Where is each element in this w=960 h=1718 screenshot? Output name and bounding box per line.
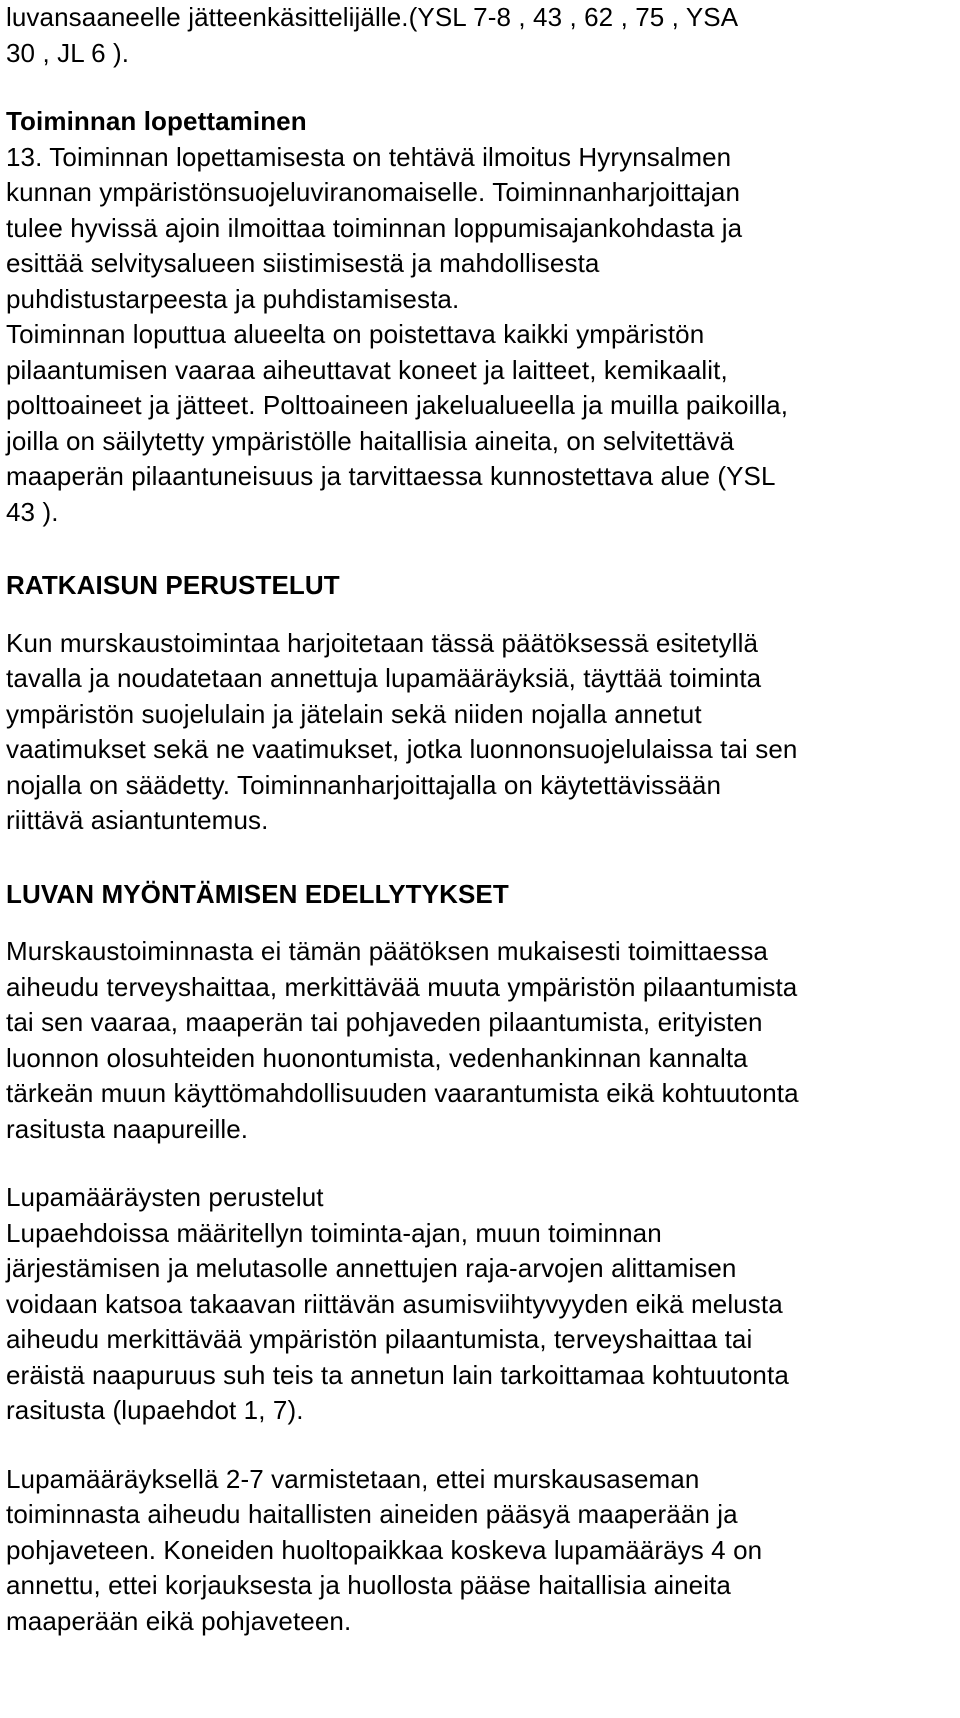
spacer [6, 604, 956, 626]
text-line: rasitusta naapureille. [6, 1113, 249, 1144]
section-lupamaaraysten-perustelut [6, 1180, 956, 1429]
text-line: toiminnasta aiheudu haitallisten aineiden pääsyä maaperään ja [6, 1499, 738, 1529]
text-line: tärkeän muun käyttömahdollisuuden vaarantumista eikä kohtuutonta [6, 1078, 799, 1108]
text-line: puhdistustarpeesta ja puhdistamisesta. [6, 283, 460, 314]
section-heading: Toiminnan lopettaminen [6, 106, 307, 136]
text-line: kunnan ympäristönsuojeluviranomaiselle. Toiminnanharjoittajan [6, 177, 741, 207]
spacer [6, 530, 956, 568]
section-heading: RATKAISUN PERUSTELUT [6, 570, 340, 600]
text-line: rasitusta (lupaehdot 1, 7). [6, 1395, 304, 1425]
spacer [6, 912, 956, 934]
spacer [6, 71, 956, 104]
text-line: tulee hyvissä ajoin ilmoittaa toiminnan loppumisajankohdasta ja [6, 212, 743, 243]
section-perustelut [6, 568, 956, 839]
section-lopettaminen [6, 104, 956, 530]
text-line: pohjaveteen. Koneiden huoltopaikkaa koskeva lupamääräys 4 on [6, 1534, 763, 1565]
text-line: ympäristön suojelulain ja jätelain sekä niiden nojalla annetut [6, 698, 702, 729]
text-line: 13. Toiminnan lopettamisesta on tehtävä ilmoitus Hyrynsalmen [6, 141, 732, 172]
spacer [6, 839, 956, 877]
text-line: polttoaineet ja jätteet. Polttoaineen jakelualueella ja muilla paikoilla, [6, 390, 789, 420]
text-line: tavalla ja noudatetaan annettuja lupamääräyksiä, täyttää toiminta [6, 663, 762, 693]
text-line: maaperään eikä pohjaveteen. [6, 1605, 352, 1636]
text-line: maaperän pilaantuneisuus ja tarvittaessa kunnostettava alue (YSL [6, 461, 776, 491]
text-line: nojalla on säädetty. Toiminnanharjoittajalla on käytettävissään [6, 769, 722, 800]
text-line: Murskaustoiminnasta ei tämän päätöksen mukaisesti toimittaessa [6, 936, 768, 966]
text-line: luonnon olosuhteiden huonontumista, vedenhankinnan kannalta [6, 1042, 748, 1073]
text-line: aiheudu merkittävää ympäristön pilaantumista, terveyshaittaa tai [6, 1324, 753, 1354]
text-line: voidaan katsoa takaavan riittävän asumisviihtyvyyden eikä melusta [6, 1288, 783, 1319]
text-line: annettu, ettei korjauksesta ja huollosta pääse haitallisia aineita [6, 1570, 731, 1600]
spacer [6, 1429, 956, 1462]
text-line: vaatimukset sekä ne vaatimukset, jotka luonnonsuojelulaissa tai sen [6, 734, 798, 764]
text-line: luvansaaneelle jätteenkäsittelijälle.(YSL 7-8 , 43 , 62 , 75 , YSA [6, 2, 739, 32]
text-line: järjestämisen ja melutasolle annettujen raja-arvojen alittamisen [6, 1253, 737, 1283]
text-line: joilla on säilytetty ympäristölle haitallisia aineita, on selvitettävä [6, 425, 735, 456]
document-page [6, 0, 956, 1639]
text-line: esittää selvitysalueen siistimisestä ja mahdollisesta [6, 248, 600, 278]
text-line: 43 ). [6, 496, 59, 527]
intro-paragraph [6, 0, 956, 71]
text-line: Lupaehdoissa määritellyn toiminta-ajan, muun toiminnan [6, 1217, 662, 1248]
section-edellytykset [6, 877, 956, 1148]
section-lupamaarayksella [6, 1462, 956, 1640]
section-heading: LUVAN MYÖNTÄMISEN EDELLYTYKSET [6, 878, 509, 909]
text-line: Lupamääräyksellä 2-7 varmistetaan, ettei murskausaseman [6, 1463, 700, 1494]
spacer [6, 1147, 956, 1180]
text-line: Kun murskaustoimintaa harjoitetaan tässä päätöksessä esitetyllä [6, 627, 759, 658]
text-line: tai sen vaaraa, maaperän tai pohjaveden pilaantumista, erityisten [6, 1007, 763, 1037]
text-line: riittävä asiantuntemus. [6, 805, 269, 835]
text-line: eräistä naapuruus suh teis ta annetun lain tarkoittamaa kohtuutonta [6, 1359, 789, 1390]
subsection-heading: Lupamääräysten perustelut [6, 1182, 324, 1212]
text-line: aiheudu terveyshaittaa, merkittävää muuta ympäristön pilaantumista [6, 971, 798, 1002]
text-line: 30 , JL 6 ). [6, 37, 130, 68]
text-line: Toiminnan loputtua alueelta on poistettava kaikki ympäristön [6, 319, 705, 349]
text-line: pilaantumisen vaaraa aiheuttavat koneet ja laitteet, kemikaalit, [6, 354, 728, 385]
